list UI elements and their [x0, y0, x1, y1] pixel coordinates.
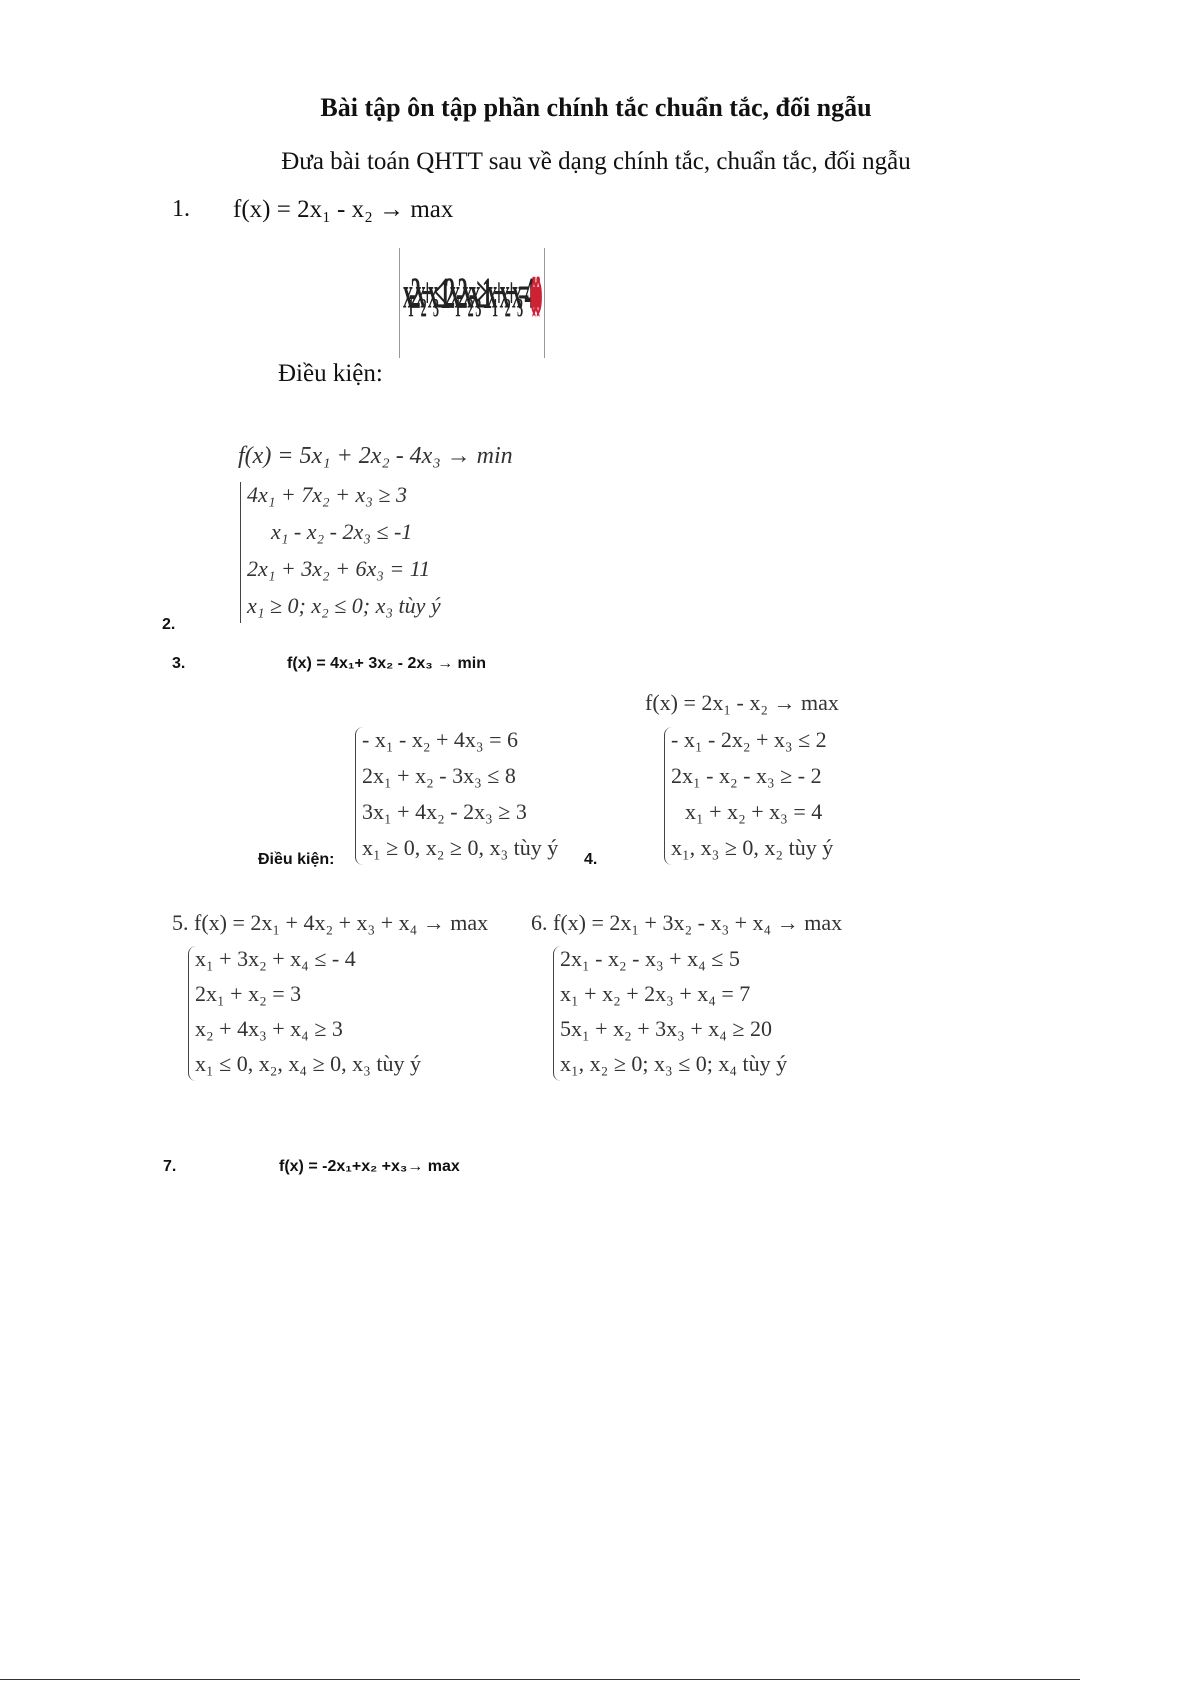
problem-6-objective: 6. f(x) = 2x₁ + 3x₂ - x₃ + x₄ → max — [531, 910, 843, 935]
garbled-constraints: x₁-2x₂+x₃≤1 2x₁-2x₂-x₃≥1 x₁+x₂+x₃=4 — [403, 270, 530, 319]
constraint-row: - x₁ - x₂ + 4x₃ = 6 — [362, 727, 518, 752]
constraint-row: x₁ + x₂ + x₃ = 4 — [685, 799, 823, 824]
problem-1-garbled-formula — [399, 248, 629, 366]
constraint-row: 5x₁ + x₂ + 3x₃ + x₄ ≥ 20 — [560, 1016, 772, 1041]
constraint-row: 2x₁ - x₂ - x₃ ≥ - 2 — [671, 763, 822, 788]
constraint-row: x₁ ≤ 0, x₂, x₄ ≥ 0, x₃ tùy ý — [195, 1051, 421, 1076]
problem-1-number: 1. — [172, 196, 190, 222]
problem-1-condition-label: Điều kiện: — [278, 360, 383, 387]
constraint-row: x₁ + x₂ + 2x₃ + x₄ = 7 — [560, 981, 751, 1006]
constraint-row: x₁, x₃ ≥ 0, x₂ tùy ý — [671, 835, 834, 860]
problem-2-number: 2. — [162, 616, 176, 633]
constraint-row: x₁ ≥ 0, x₂ ≥ 0, x₃ tùy ý — [362, 835, 559, 860]
constraint-row: x₁ ≥ 0; x₂ ≤ 0; x₃ tùy ý — [247, 593, 441, 618]
constraint-row: 2x₁ + x₂ = 3 — [195, 981, 302, 1006]
problem-3-number: 3. — [172, 655, 186, 672]
constraint-row: 3x₁ + 4x₂ - 2x₃ ≥ 3 — [362, 799, 527, 824]
page-subtitle: Đưa bài toán QHTT sau về dạng chính tắc, chuẩn tắc, đối ngẫu — [281, 148, 911, 175]
garbled-labels: (i)(ii) — [529, 270, 538, 319]
constraint-row: 2x₁ + x₂ - 3x₃ ≤ 8 — [362, 763, 516, 788]
constraint-row: 2x₁ - x₂ - x₃ + x₄ ≤ 5 — [560, 946, 740, 971]
constraint-row: x₂ + 4x₃ + x₄ ≥ 3 — [195, 1016, 343, 1041]
constraint-row: x₁ - x₂ - 2x₃ ≤ -1 — [271, 519, 413, 544]
problem-7-objective: f(x) = -2x₁+x₂ +x₃→ max — [279, 1158, 460, 1175]
problem-4-constraints — [664, 727, 833, 865]
constraint-row: - x₁ - 2x₂ + x₃ ≤ 2 — [671, 727, 827, 752]
problem-2-constraints — [240, 482, 441, 623]
constraint-row: x₁, x₂ ≥ 0; x₃ ≤ 0; x₄ tùy ý — [560, 1051, 788, 1076]
constraint-row: 2x₁ + 3x₂ + 6x₃ = 11 — [247, 556, 431, 581]
problem-5-objective: 5. f(x) = 2x₁ + 4x₂ + x₃ + x₄ → max — [172, 910, 489, 935]
problem-7-number: 7. — [163, 1158, 177, 1175]
page-title: Bài tập ôn tập phần chính tắc chuẩn tắc, đối ngẫu — [320, 93, 872, 122]
problem-4-objective: f(x) = 2x₁ - x₂ → max — [645, 690, 839, 715]
problem-3-condition-label: Điều kiện: — [258, 851, 335, 868]
problem-2-objective: f(x) = 5x₁ + 2x₂ - 4x₃ → min — [238, 443, 513, 469]
problem-3-objective: f(x) = 4x₁+ 3x₂ - 2x₃ → min — [287, 655, 486, 672]
problem-4-number: 4. — [584, 851, 598, 868]
constraint-row: x₁ + 3x₂ + x₄ ≤ - 4 — [195, 946, 356, 971]
problem-1-objective: f(x) = 2x₁ - x₂ → max — [233, 196, 454, 223]
constraint-row: 4x₁ + 7x₂ + x₃ ≥ 3 — [247, 482, 408, 507]
problem-3-constraints — [355, 727, 558, 865]
problem-5-constraints — [188, 946, 421, 1081]
page-bottom-rule — [0, 1679, 1080, 1680]
problem-6-constraints — [553, 946, 787, 1081]
